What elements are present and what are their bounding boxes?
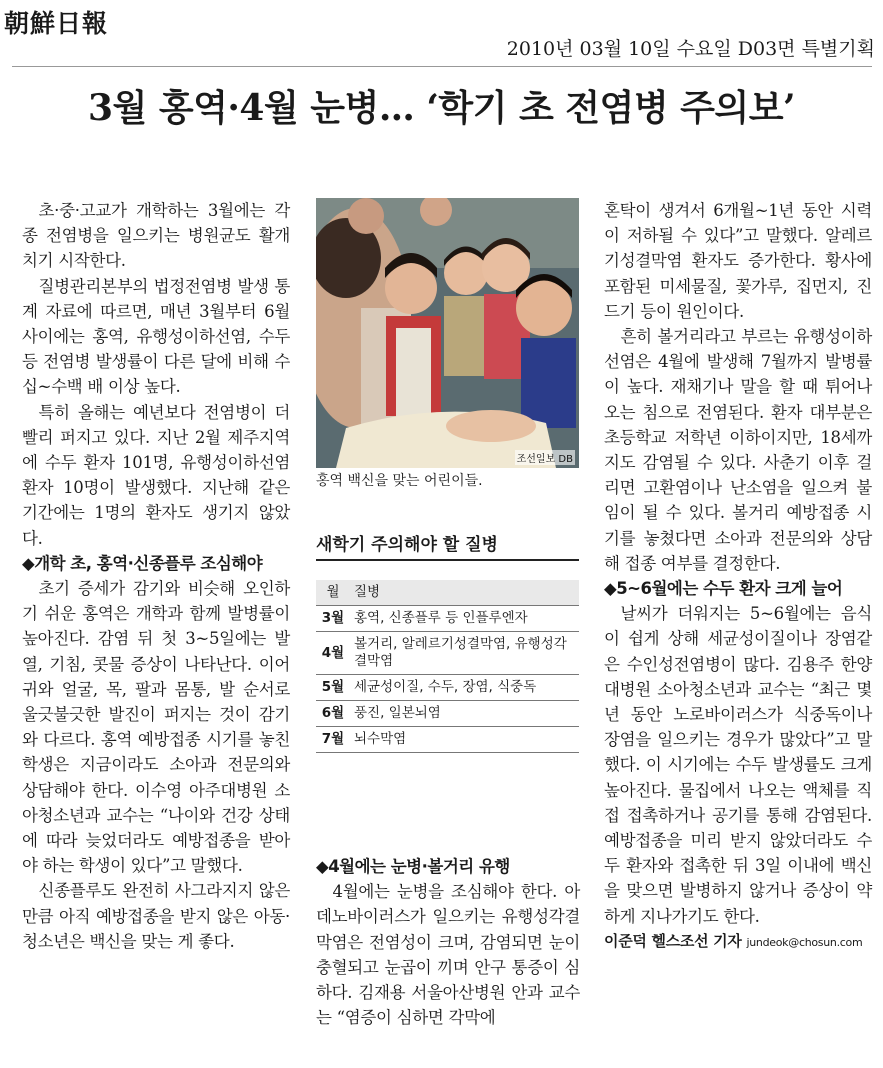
table-row bbox=[316, 632, 579, 675]
table-cell-month: 6월 bbox=[316, 701, 350, 727]
paragraph: 혼탁이 생겨서 6개월~1년 동안 시력이 저하될 수 있다”고 말했다. 알레르기성결막염 환자도 증가한다. 황사에 포함된 미세물질, 꽃가루, 집먼지, 진드기 등이 원인이다. bbox=[604, 201, 872, 321]
column-right bbox=[604, 198, 872, 955]
table-cell-disease: 뇌수막염 bbox=[350, 727, 579, 753]
dateline: 2010년 03월 10일 수요일 D03면 특별기획 bbox=[506, 38, 875, 60]
news-photo bbox=[316, 198, 579, 468]
table-title: 새학기 주의해야 할 질병 bbox=[316, 530, 579, 561]
paragraph: 특히 올해는 예년보다 전염병이 더 빨리 퍼지고 있다. 지난 2월 제주지역에 수두 환자 101명, 유행성이하선염 환자 10명이 발생했다. 지난해 같은 기간에는 1명의 환자도 생기지 않았다. bbox=[22, 402, 290, 548]
paragraph: 신종플루도 완전히 사그라지지 않은 만큼 아직 예방접종을 받지 않은 아동·청소년은 백신을 맞는 게 좋다. bbox=[22, 881, 290, 951]
headline: 3월 홍역·4월 눈병… ‘학기 초 전염병 주의보’ bbox=[87, 87, 796, 129]
table-row bbox=[316, 675, 579, 701]
table-row bbox=[316, 606, 579, 632]
table-row bbox=[316, 701, 579, 727]
subheading: ◆개학 초, 홍역·신종플루 조심해야 bbox=[22, 553, 263, 573]
disease-table bbox=[316, 580, 579, 753]
table-cell-month: 5월 bbox=[316, 675, 350, 701]
table-cell-month: 3월 bbox=[316, 606, 350, 632]
table-cell-month: 4월 bbox=[316, 632, 350, 675]
table-row bbox=[316, 727, 579, 753]
top-divider bbox=[12, 66, 872, 67]
paragraph: 초·중·고교가 개학하는 3월에는 각종 전염병을 일으키는 병원균도 활개치기 시작한다. bbox=[22, 201, 290, 271]
subheading: ◆5~6월에는 수두 환자 크게 늘어 bbox=[604, 579, 843, 599]
column-left bbox=[22, 198, 290, 954]
subheading: ◆4월에는 눈병·볼거리 유행 bbox=[316, 857, 510, 876]
table-cell-month: 7월 bbox=[316, 727, 350, 753]
paragraph: 질병관리본부의 법정전염병 발생 통계 자료에 따르면, 매년 3월부터 6월 사이에는 홍역, 유행성이하선염, 수두 등 전염병 발생률이 다른 달에 비해 수십~수백 배 이상 높다. bbox=[22, 276, 290, 397]
newspaper-logo: 朝鮮日報 bbox=[4, 9, 109, 38]
photo-credit: 조선일보 DB bbox=[515, 450, 575, 465]
table-header-month: 월 bbox=[316, 580, 350, 606]
byline-email: jundeok@chosun.com bbox=[746, 935, 863, 949]
table-cell-disease: 볼거리, 알레르기성결막염, 유행성각결막염 bbox=[350, 632, 579, 675]
byline-author: 이준덕 헬스조선 기자 bbox=[604, 931, 742, 950]
paragraph: 초기 증세가 감기와 비슷해 오인하기 쉬운 홍역은 개학과 함께 발병률이 높아진다. 감염 뒤 첫 3~5일에는 발열, 기침, 콧물 증상이 나타난다. 이어 귀와 얼굴, 목, 팔과 몸통, 발 순서로 울긋불긋한 발진이 퍼지는 것이 감기와 다르다. 홍역 예방접종 시기를 놓친 학생은 지금이라도 소아과 전문의와 상담해야 한다. 이수영 아주대병원 소아청소년과 교수는 “나이와 건강 상태에 따라 늦었더라도 예방접종을 받아야 하는 학생이 있다”고 말했다. bbox=[22, 579, 290, 876]
table-cell-disease: 홍역, 신종플루 등 인플루엔자 bbox=[350, 606, 579, 632]
table-cell-disease: 풍진, 일본뇌염 bbox=[350, 701, 579, 727]
paragraph: 흔히 볼거리라고 부르는 유행성이하선염은 4월에 발생해 7월까지 발병률이 높다. 재채기나 말을 할 때 튀어나오는 침으로 전염된다. 환자 대부분은 초등학교 저학년 이하이지만, 18세까지도 감염될 수 있다. 사춘기 이후 걸리면 고환염이나 난소염을 일으켜 불임이 될 수 있다. 볼거리 예방접종 시기를 놓쳤다면 소아과 전문의와 상담해 접종 여부를 결정한다. bbox=[604, 327, 872, 573]
column-middle bbox=[316, 854, 580, 1030]
table-header-row bbox=[316, 580, 579, 606]
paragraph: 날씨가 더워지는 5~6월에는 음식이 쉽게 상해 세균성이질이나 장염같은 수인성전염병이 많다. 김용주 한양대병원 소아청소년과 교수는 “최근 몇 년 동안 노로바이러스가 식중독이나 장염을 일으키는 경우가 많았다”고 말했다. 이 시기에는 수두 발생률도 크게 높아진다. 물집에서 나오는 액체를 직접 접촉하거나 공기를 통해 감염된다. 예방접종을 미리 받지 않았더라도 수두 환자와 접촉한 뒤 3일 이내에 백신을 맞으면 발병하지 않거나 증상이 약하게 지나가기도 한다. bbox=[604, 604, 872, 926]
table-cell-disease: 세균성이질, 수두, 장염, 식중독 bbox=[350, 675, 579, 701]
paragraph: 4월에는 눈병을 조심해야 한다. 아데노바이러스가 일으키는 유행성각결막염은 전염성이 크며, 감염되면 눈이 충혈되고 눈곱이 끼며 안구 통증이 심하다. 김재용 서울아산병원 안과 교수는 “염증이 심하면 각막에 bbox=[316, 882, 580, 1028]
byline bbox=[604, 929, 872, 955]
children-vaccination-illustration bbox=[316, 198, 579, 468]
table-header-disease: 질병 bbox=[350, 580, 579, 606]
photo-caption: 홍역 백신을 맞는 어린이들. bbox=[316, 473, 483, 489]
